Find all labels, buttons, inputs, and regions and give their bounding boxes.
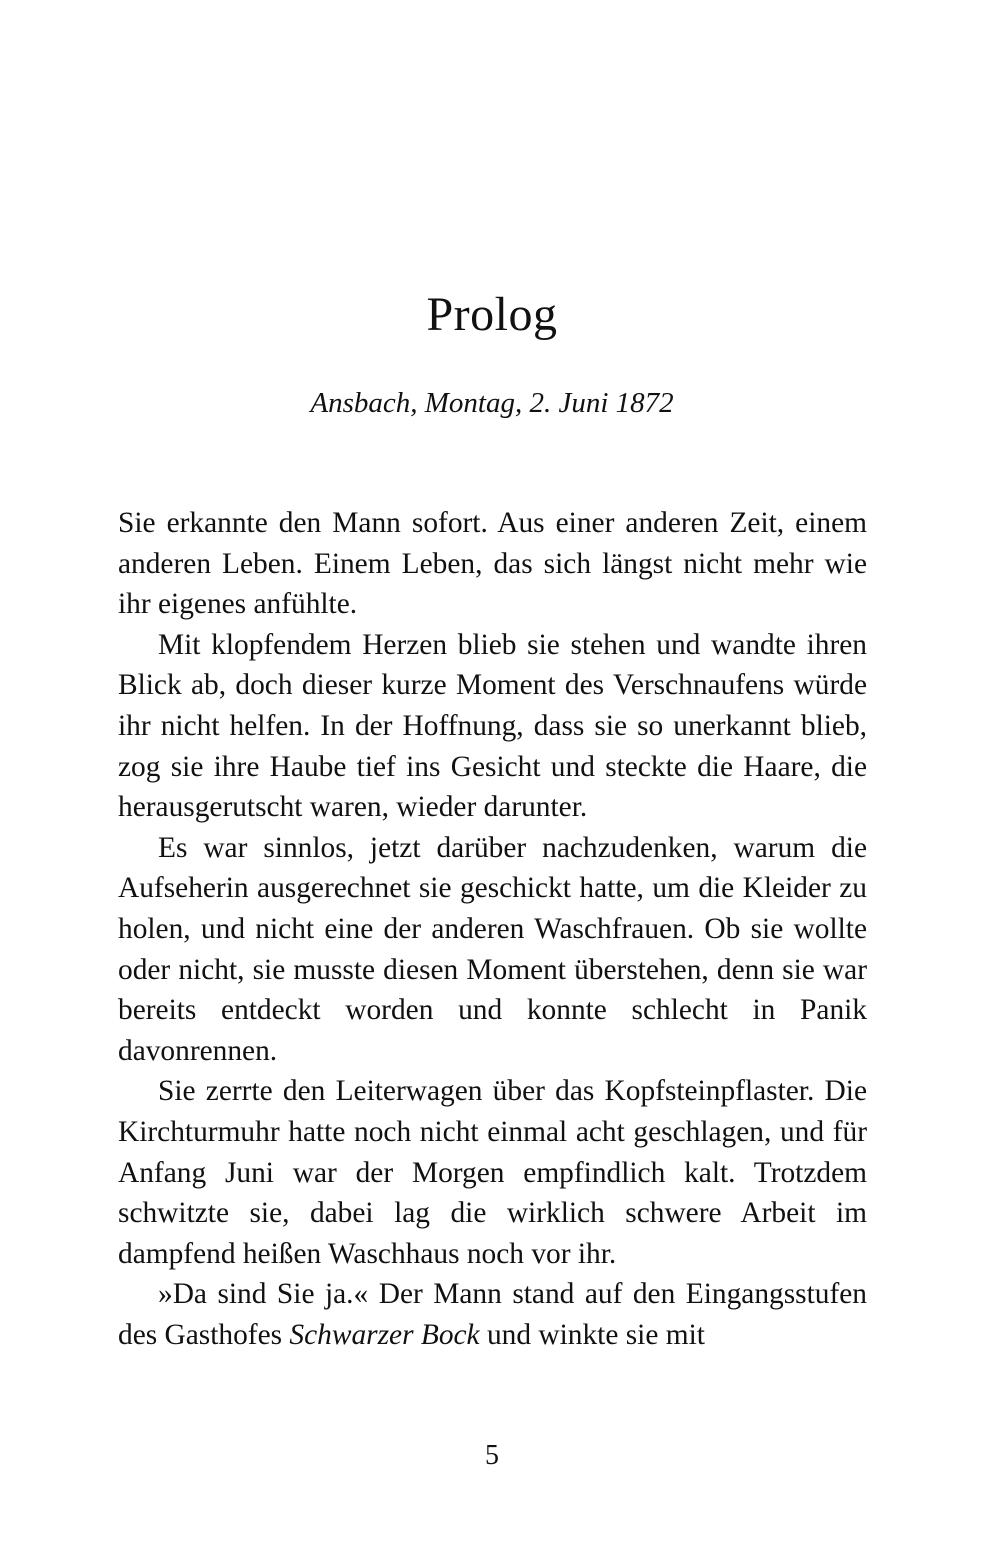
paragraph-5 <box>118 1274 867 1355</box>
body-text <box>118 503 867 1355</box>
paragraph-3: Es war sinnlos, jetzt darüber nachzudenken, warum die Aufseherin ausgerechnet sie geschickt hatte, um die Kleider zu holen, und nicht eine der anderen Waschfrauen. Ob sie wollte oder nicht, sie musste diesen Moment überstehen, denn sie war bereits entdeckt worden und konnte schlecht in Panik davonrennen. <box>118 831 867 1067</box>
paragraph-2: Mit klopfendem Herzen blieb sie stehen und wandte ihren Blick ab, doch dieser kurze Moment des Verschnaufens würde ihr nicht helfen. In der Hoffnung, dass sie so unerkannt blieb, zog sie ihre Haube tief ins Gesicht und steckte die Haare, die herausgerutscht waren, wieder darunter. <box>118 628 867 824</box>
page-number: 5 <box>485 1440 499 1471</box>
inn-name-emphasis: Schwarzer Bock <box>289 1318 480 1351</box>
paragraph-5-text-after: und winkte sie mit <box>479 1318 705 1351</box>
chapter-dateline: Ansbach, Montag, 2. Juni 1872 <box>310 387 674 419</box>
paragraph-1: Sie erkannte den Mann sofort. Aus einer anderen Zeit, einem anderen Leben. Einem Leben, das sich längst nicht mehr wie ihr eigenes anfühlte. <box>118 507 867 621</box>
paragraph-4: Sie zerrte den Leiterwagen über das Kopfsteinpflaster. Die Kirchturmuhr hatte noch nicht einmal acht geschlagen, und für Anfang Juni war der Morgen empfindlich kalt. Trotzdem schwitzte sie, dabei lag die wirklich schwere Arbeit im dampfend heißen Waschhaus noch vor ihr. <box>118 1075 867 1270</box>
chapter-title: Prolog <box>426 288 558 341</box>
paragraph-5-text-before: »Da sind Sie ja.« Der Mann stand auf den Eingangsstufen des Gasthofes <box>118 1278 867 1351</box>
